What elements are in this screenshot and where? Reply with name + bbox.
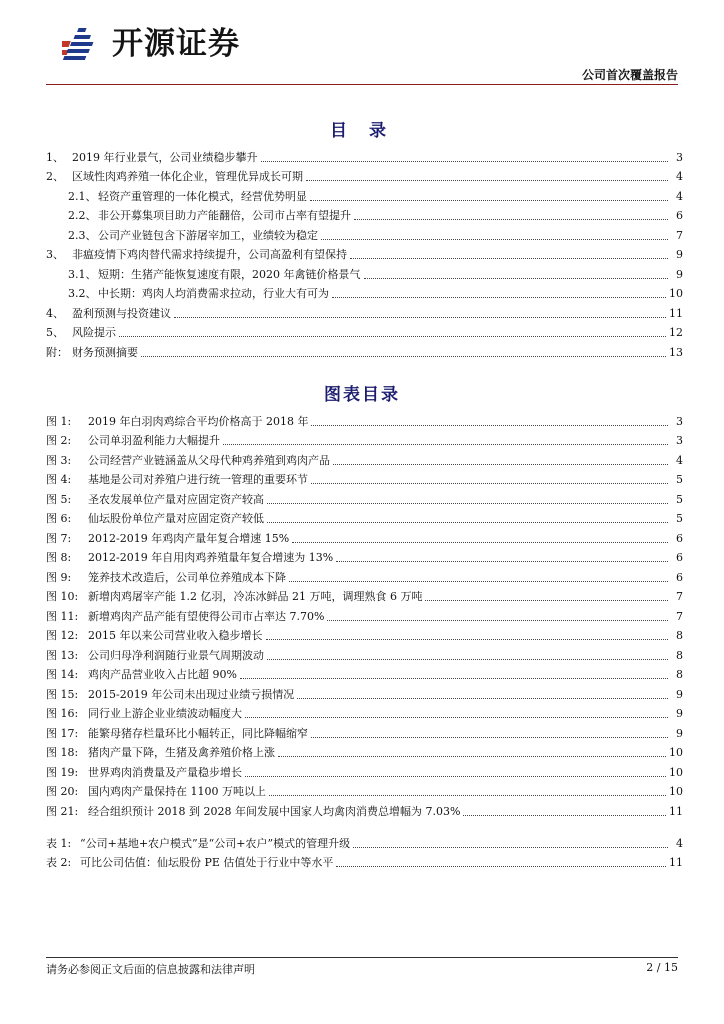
figure-entry[interactable] [46, 409, 683, 429]
figure-entry-number: 图 19: [46, 765, 79, 779]
table-entry-page: 11 [669, 856, 683, 869]
dot-leader [141, 356, 666, 357]
figure-entry[interactable] [46, 663, 683, 683]
toc-entry-title: 区域性肉鸡养殖一体化企业，管理优异成长可期 [72, 170, 303, 183]
table-entry[interactable] [46, 831, 683, 851]
toc-entry[interactable] [46, 321, 683, 341]
dot-leader [245, 717, 668, 718]
table-list [46, 831, 683, 870]
toc-entry[interactable] [46, 243, 683, 263]
figure-entry-page: 3 [676, 414, 683, 428]
toc-entry-title: 盈利预测与投资建议 [72, 306, 171, 320]
dot-leader [289, 581, 668, 582]
toc-entry[interactable] [46, 223, 683, 243]
toc-entry-title: 轻资产重管理的一体化模式，经营优势明显 [98, 189, 307, 203]
figure-entry-number: 图 1: [46, 414, 72, 428]
toc-entry-number: 3、 [46, 248, 64, 261]
figure-entry-page: 10 [669, 746, 683, 759]
toc-entry-page: 11 [669, 306, 683, 320]
toc-entry-number: 2.3、 [68, 228, 97, 242]
figure-entry[interactable] [46, 546, 683, 566]
toc-entry-number: 5、 [46, 326, 64, 339]
figure-entry-title: 新增肉鸡屠宰产能 1.2 亿羽，冷冻冰鲜品 21 万吨，调理熟食 6 万吨 [88, 590, 423, 603]
figure-entry-number: 图 5: [46, 492, 72, 506]
figure-entry[interactable] [46, 702, 683, 722]
table-entry-number: 表 1: [46, 836, 72, 850]
figure-entry-page: 10 [669, 765, 683, 779]
figure-entry-title: 2015 年以来公司营业收入稳步增长 [88, 629, 263, 642]
toc-entry[interactable] [46, 165, 683, 185]
dot-leader [174, 317, 666, 318]
figure-entry[interactable] [46, 565, 683, 585]
toc-entry-number: 4、 [46, 306, 64, 320]
toc-entry-title: 中长期：鸡肉人均消费需求拉动，行业大有可为 [98, 287, 329, 300]
toc-entry[interactable] [46, 282, 683, 302]
report-type-label: 公司首次覆盖报告 [581, 68, 678, 82]
figure-entry-title: 公司归母净利润随行业景气周期波动 [88, 648, 264, 662]
header-divider [46, 84, 678, 85]
figure-entry-number: 图 21: [46, 804, 79, 818]
figure-entry-page: 8 [676, 668, 683, 681]
dot-leader [354, 219, 668, 220]
figure-entry-page: 8 [676, 629, 683, 642]
footer-disclaimer: 请务必参阅正文后面的信息披露和法律声明 [46, 963, 255, 976]
toc-entry-page: 4 [676, 170, 683, 183]
figure-entry-title: 笼养技术改造后，公司单位养殖成本下降 [88, 570, 286, 584]
footer-divider [46, 957, 678, 958]
toc-entry-number: 1、 [46, 150, 64, 164]
figure-entry-title: 猪肉产量下降，生猪及禽养殖价格上涨 [88, 746, 275, 759]
brand-logo [62, 24, 240, 64]
figure-entry-title: 圣农发展单位产量对应固定资产较高 [88, 492, 264, 506]
table-entry-page: 4 [676, 836, 683, 850]
toc-entry[interactable] [46, 145, 683, 165]
dot-leader [311, 425, 668, 426]
toc-entry-number: 3.1、 [68, 267, 97, 281]
figure-entry-number: 图 12: [46, 629, 79, 642]
figure-entry-title: 新增鸡肉产品产能有望使得公司市占率达 7.70% [88, 609, 325, 623]
figure-entry-title: 能繁母猪存栏量环比小幅转正，同比降幅缩窄 [88, 726, 308, 740]
figure-entry-number: 图 18: [46, 746, 79, 759]
figure-entry-number: 图 13: [46, 648, 79, 662]
toc-entry-number: 2、 [46, 170, 64, 183]
figure-entry-page: 9 [676, 726, 683, 740]
dot-leader [278, 756, 666, 757]
figure-entry[interactable] [46, 760, 683, 780]
figure-entry-title: 国内鸡肉产量保持在 1100 万吨以上 [88, 785, 266, 798]
figure-entry[interactable] [46, 429, 683, 449]
table-entry-number: 表 2: [46, 856, 72, 869]
figure-entry[interactable] [46, 487, 683, 507]
dot-leader [333, 464, 668, 465]
figure-entry-page: 5 [676, 473, 683, 486]
toc-entry-page: 13 [669, 345, 683, 359]
figure-entry[interactable] [46, 507, 683, 527]
figure-entry-page: 5 [676, 492, 683, 506]
page-header [0, 0, 724, 82]
figure-entry-title: 基地是公司对养殖户进行统一管理的重要环节 [88, 473, 308, 486]
figure-entry-number: 图 20: [46, 785, 79, 798]
figure-entry-page: 9 [676, 707, 683, 720]
toc-entry-title: 短期：生猪产能恢复速度有限，2020 年禽链价格景气 [98, 267, 361, 281]
figure-entry-title: 2012-2019 年自用肉鸡养殖量年复合增速为 13% [88, 551, 334, 564]
figure-entry[interactable] [46, 643, 683, 663]
figure-entry-page: 4 [676, 453, 683, 467]
toc-entry-title: 财务预测摘要 [72, 345, 138, 359]
toc-entry-page: 9 [676, 267, 683, 281]
toc-entry-page: 10 [669, 287, 683, 300]
figure-entry[interactable] [46, 604, 683, 624]
toc-entry-number: 2.2、 [68, 209, 97, 222]
figure-entry-number: 图 9: [46, 570, 72, 584]
toc-entry-page: 4 [676, 189, 683, 203]
dot-leader [267, 522, 668, 523]
table-entry-title: 可比公司估值：仙坛股份 PE 估值处于行业中等水平 [80, 856, 334, 869]
toc-entry-title: 公司产业链包含下游屠宰加工，业绩较为稳定 [98, 228, 318, 242]
page-indicator: 2 / 15 [646, 961, 678, 974]
dot-leader [266, 639, 669, 640]
figure-list-title: 图表目录 [324, 385, 400, 405]
figure-entry[interactable] [46, 448, 683, 468]
figure-entry-number: 图 11: [46, 609, 79, 623]
figure-entry-title: 鸡肉产品营业收入占比超 90% [88, 668, 237, 681]
figure-entry-page: 5 [676, 512, 683, 525]
toc-entry[interactable] [46, 340, 683, 360]
toc-entry-title: 非公开募集项目助力产能翻倍，公司市占率有望提升 [98, 209, 351, 222]
figure-entry-number: 图 16: [46, 707, 79, 720]
dot-leader [310, 200, 668, 201]
figure-entry[interactable] [46, 799, 683, 819]
figure-entry-number: 图 14: [46, 668, 79, 681]
figure-entry-page: 7 [676, 609, 683, 623]
figure-entry-number: 图 7: [46, 531, 72, 545]
figure-entry-title: 经合组织预计 2018 到 2028 年间发展中国家人均禽肉消费总增幅为 7.03% [88, 804, 461, 818]
figure-entry-title: 世界鸡肉消费量及产量稳步增长 [88, 765, 242, 779]
toc-entry[interactable] [46, 184, 683, 204]
toc-entry-title: 非瘟疫情下鸡肉替代需求持续提升，公司高盈利有望保持 [72, 248, 347, 261]
toc-entry-page: 12 [669, 326, 683, 339]
figure-entry-title: 仙坛股份单位产量对应固定资产较低 [88, 512, 264, 525]
dot-leader [327, 620, 668, 621]
figure-entry-number: 图 2: [46, 434, 72, 447]
dot-leader [311, 737, 668, 738]
figure-entry-number: 图 3: [46, 453, 72, 467]
dot-leader [297, 698, 668, 699]
toc-entry-title: 风险提示 [72, 326, 116, 339]
figure-entry[interactable] [46, 624, 683, 644]
toc-entry-number: 附： [46, 345, 68, 359]
dot-leader [267, 659, 668, 660]
table-entry[interactable] [46, 851, 683, 871]
toc-title: 目 录 [330, 121, 394, 141]
dot-leader [245, 776, 666, 777]
toc-entry-page: 7 [676, 228, 683, 242]
dot-leader [240, 678, 668, 679]
dot-leader [336, 561, 668, 562]
toc-entry[interactable] [46, 262, 683, 282]
figure-entry[interactable] [46, 585, 683, 605]
figure-entry-title: 公司经营产业链涵盖从父母代种鸡养殖到鸡肉产品 [88, 453, 330, 467]
figure-entry-page: 3 [676, 434, 683, 447]
dot-leader [353, 847, 668, 848]
dot-leader [261, 161, 669, 162]
figure-entry-number: 图 17: [46, 726, 79, 740]
dot-leader [350, 258, 668, 259]
figure-entry[interactable] [46, 468, 683, 488]
figure-entry-page: 9 [676, 687, 683, 701]
figure-entry-page: 10 [669, 785, 683, 798]
figure-entry-page: 7 [676, 590, 683, 603]
figure-entry[interactable] [46, 741, 683, 761]
logo-mark-icon [62, 24, 106, 64]
dot-leader [321, 239, 668, 240]
figure-entry-title: 2012-2019 年鸡肉产量年复合增速 15% [88, 531, 290, 545]
dot-leader [267, 503, 668, 504]
toc-entry[interactable] [46, 301, 683, 321]
figure-entry-title: 公司单羽盈利能力大幅提升 [88, 434, 220, 447]
figure-entry-number: 图 15: [46, 687, 79, 701]
toc-entry-number: 3.2、 [68, 287, 97, 300]
table-entry-title: “公司+基地+农户模式”是“公司+农户”模式的管理升级 [80, 836, 351, 850]
dot-leader [311, 483, 668, 484]
toc-list [46, 145, 683, 360]
figure-entry[interactable] [46, 721, 683, 741]
figure-entry-page: 6 [676, 551, 683, 564]
figure-entry[interactable] [46, 780, 683, 800]
figure-entry-page: 6 [676, 570, 683, 584]
dot-leader [364, 278, 669, 279]
toc-entry-number: 2.1、 [68, 189, 97, 203]
dot-leader [292, 542, 668, 543]
figure-entry-page: 8 [676, 648, 683, 662]
figure-list [46, 409, 683, 819]
figure-entry-title: 2019 年白羽肉鸡综合平均价格高于 2018 年 [88, 414, 309, 428]
figure-entry-number: 图 10: [46, 590, 79, 603]
toc-entry-page: 6 [676, 209, 683, 222]
figure-entry-page: 11 [669, 804, 683, 818]
dot-leader [119, 336, 666, 337]
figure-entry-title: 2015-2019 年公司未出现过业绩亏损情况 [88, 687, 295, 701]
figure-entry-number: 图 6: [46, 512, 72, 525]
toc-entry[interactable] [46, 204, 683, 224]
toc-entry-page: 3 [676, 150, 683, 164]
dot-leader [336, 866, 666, 867]
toc-entry-page: 9 [676, 248, 683, 261]
figure-entry-page: 6 [676, 531, 683, 545]
figure-entry-title: 同行业上游企业业绩波动幅度大 [88, 707, 242, 720]
dot-leader [463, 815, 666, 816]
brand-name: 开源证券 [112, 26, 240, 62]
figure-entry-number: 图 4: [46, 473, 72, 486]
dot-leader [332, 297, 666, 298]
dot-leader [269, 795, 666, 796]
dot-leader [223, 444, 668, 445]
dot-leader [306, 180, 668, 181]
figure-entry-number: 图 8: [46, 551, 72, 564]
toc-entry-title: 2019 年行业景气，公司业绩稳步攀升 [72, 150, 258, 164]
dot-leader [425, 600, 668, 601]
figure-entry[interactable] [46, 526, 683, 546]
figure-entry[interactable] [46, 682, 683, 702]
